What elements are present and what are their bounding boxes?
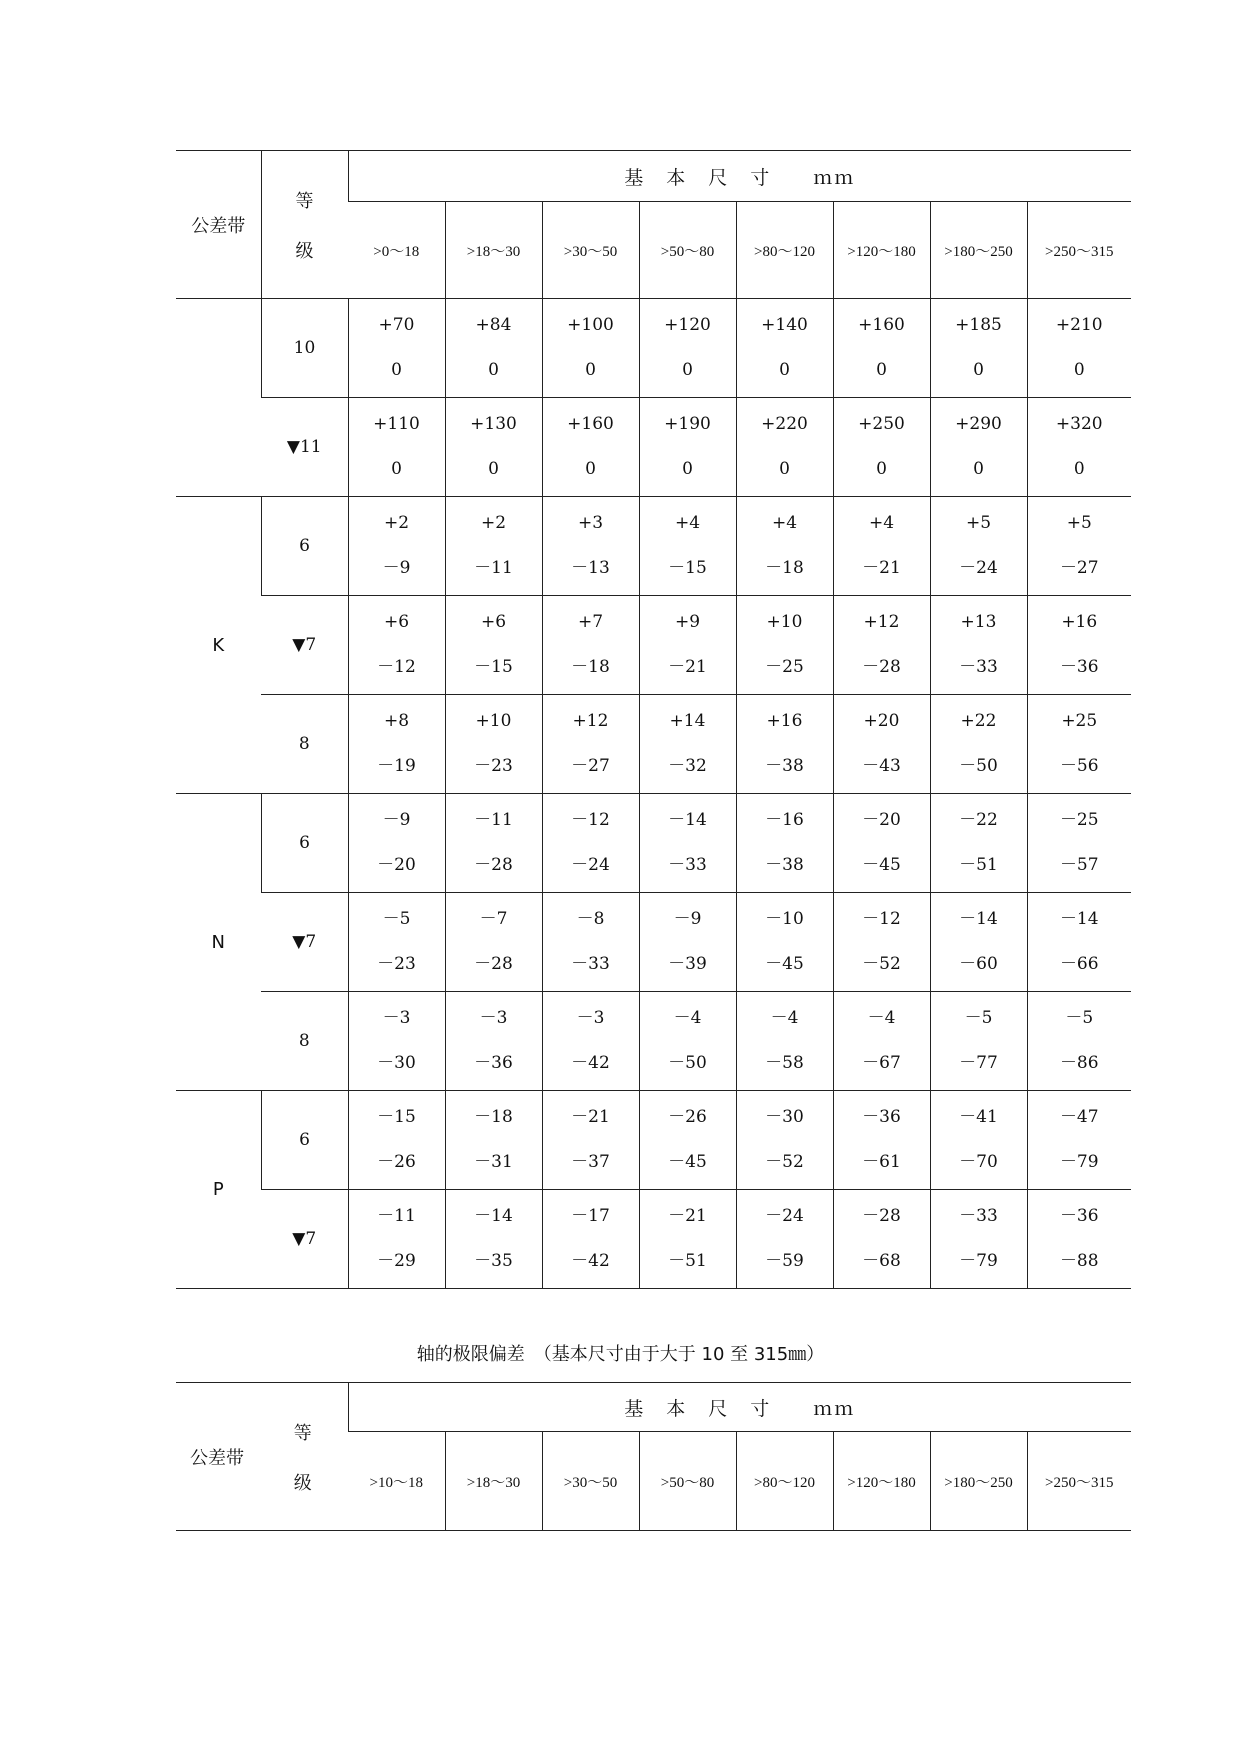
deviation-cell [736, 398, 833, 497]
upper-deviation: +5 [965, 513, 992, 533]
deviation-cell [445, 794, 542, 893]
lower-deviation: －45 [668, 1152, 707, 1172]
lower-deviation: 0 [779, 459, 790, 479]
deviation-cell [445, 992, 542, 1091]
lower-deviation: －18 [571, 657, 610, 677]
lower-deviation: －33 [668, 855, 707, 875]
size-range-header: >80～120 [736, 1432, 833, 1531]
lower-deviation: －42 [571, 1053, 610, 1073]
deviation-cell [833, 695, 930, 794]
upper-deviation: +4 [868, 513, 895, 533]
upper-deviation: －12 [862, 909, 901, 929]
lower-deviation: 0 [779, 360, 790, 380]
deviation-cell [348, 596, 445, 695]
size-range-header: >30～50 [542, 202, 639, 299]
deviation-cell [1027, 398, 1131, 497]
upper-deviation: －14 [474, 1206, 513, 1226]
upper-deviation: －9 [382, 810, 411, 830]
grade-cell: 6 [261, 1091, 348, 1190]
grade-cell: 6 [261, 794, 348, 893]
lower-deviation: －21 [668, 657, 707, 677]
lower-deviation: －68 [862, 1251, 901, 1271]
upper-deviation: +25 [1061, 711, 1098, 731]
deviation-cell [445, 1091, 542, 1190]
table-body [176, 151, 1131, 1289]
upper-deviation: －8 [576, 909, 605, 929]
size-range-header: >80～120 [736, 202, 833, 299]
table-row [176, 1190, 1131, 1289]
deviation-cell [736, 497, 833, 596]
lower-deviation: －56 [1059, 756, 1099, 776]
deviation-cell [833, 992, 930, 1091]
basic-size-header: 基 本 尺 寸 ｍｍ [348, 151, 1131, 202]
lower-deviation: －79 [1059, 1152, 1099, 1172]
size-range-header: >30～50 [542, 1432, 639, 1531]
upper-deviation: +120 [664, 315, 711, 335]
table-row [176, 992, 1131, 1091]
lower-deviation: －38 [765, 855, 804, 875]
upper-deviation: －18 [474, 1107, 513, 1127]
upper-deviation: －26 [668, 1107, 707, 1127]
lower-deviation: －12 [377, 657, 416, 677]
deviation-cell [348, 299, 445, 398]
deviation-cell [1027, 695, 1131, 794]
upper-deviation: －33 [959, 1206, 998, 1226]
upper-deviation: +70 [378, 315, 415, 335]
size-range-header: >10～18 [348, 1432, 445, 1531]
deviation-cell [930, 893, 1027, 992]
lower-deviation: 0 [682, 459, 693, 479]
upper-deviation: +22 [960, 711, 997, 731]
lower-deviation: －57 [1059, 855, 1099, 875]
deviation-cell [639, 1091, 736, 1190]
lower-deviation: －33 [571, 954, 610, 974]
deviation-cell [736, 1190, 833, 1289]
deviation-cell [445, 596, 542, 695]
grade-header-top: 等 [295, 190, 314, 212]
table-row [176, 299, 1131, 398]
table-row [176, 596, 1131, 695]
lower-deviation: －59 [765, 1251, 804, 1271]
upper-deviation: －36 [862, 1107, 901, 1127]
deviation-cell [542, 992, 639, 1091]
tolerance-band-cell: N [176, 794, 261, 1091]
upper-deviation: +320 [1055, 414, 1103, 434]
deviation-cell [639, 992, 736, 1091]
deviation-cell [639, 893, 736, 992]
deviation-cell [348, 794, 445, 893]
lower-deviation: －28 [474, 855, 513, 875]
deviation-cell [348, 1091, 445, 1190]
grade-cell: 10 [261, 299, 348, 398]
lower-deviation: －23 [474, 756, 513, 776]
upper-deviation: －25 [1059, 810, 1099, 830]
table-row [176, 398, 1131, 497]
upper-deviation: +7 [577, 612, 604, 632]
lower-deviation: －70 [959, 1152, 998, 1172]
basic-size-header: 基 本 尺 寸 ｍｍ [348, 1383, 1131, 1432]
deviation-cell [736, 893, 833, 992]
size-range-header: >250～315 [1027, 1432, 1131, 1531]
lower-deviation: －38 [765, 756, 804, 776]
lower-deviation: －61 [862, 1152, 901, 1172]
deviation-cell [639, 398, 736, 497]
lower-deviation: 0 [1073, 360, 1085, 380]
upper-deviation: －11 [474, 810, 513, 830]
upper-deviation: －3 [382, 1008, 411, 1028]
upper-deviation: －22 [959, 810, 998, 830]
lower-deviation: －19 [377, 756, 416, 776]
deviation-cell [833, 299, 930, 398]
hole-tolerance-table [176, 150, 1131, 1289]
deviation-cell [445, 695, 542, 794]
upper-deviation: +220 [761, 414, 808, 434]
lower-deviation: －42 [571, 1251, 610, 1271]
deviation-cell [736, 695, 833, 794]
header-row [176, 1383, 1131, 1432]
upper-deviation: +5 [1066, 513, 1092, 533]
size-range-header: >50～80 [639, 1432, 736, 1531]
deviation-cell [930, 1091, 1027, 1190]
deviation-cell [1027, 1091, 1131, 1190]
table-row [176, 1091, 1131, 1190]
lower-deviation: －13 [571, 558, 610, 578]
lower-deviation: 0 [876, 360, 887, 380]
upper-deviation: －14 [959, 909, 998, 929]
size-range-header: >180～250 [930, 1432, 1027, 1531]
lower-deviation: －67 [862, 1053, 901, 1073]
deviation-cell [930, 299, 1027, 398]
deviation-cell [542, 299, 639, 398]
lower-deviation: －33 [959, 657, 998, 677]
lower-deviation: －30 [377, 1053, 416, 1073]
upper-deviation: －3 [479, 1008, 508, 1028]
deviation-cell [348, 992, 445, 1091]
deviation-cell [542, 1091, 639, 1190]
lower-deviation: －58 [765, 1053, 804, 1073]
upper-deviation: +100 [567, 315, 614, 335]
grade-header-bottom: 级 [293, 1472, 312, 1494]
upper-deviation: －4 [673, 1008, 702, 1028]
deviation-cell [833, 497, 930, 596]
upper-deviation: +210 [1055, 315, 1103, 335]
deviation-cell [930, 398, 1027, 497]
tolerance-band-cell: P [176, 1091, 261, 1289]
upper-deviation: +140 [761, 315, 808, 335]
grade-header [258, 1383, 348, 1531]
deviation-cell [639, 1190, 736, 1289]
table-caption: 轴的极限偏差 （基本尺寸由于大于 10 至 315㎜） [416, 1344, 825, 1365]
upper-deviation: －4 [770, 1008, 799, 1028]
lower-deviation: 0 [682, 360, 693, 380]
grade-header-bottom: 级 [295, 240, 314, 262]
upper-deviation: +10 [475, 711, 512, 731]
lower-deviation: －66 [1059, 954, 1099, 974]
upper-deviation: －4 [867, 1008, 896, 1028]
lower-deviation: －11 [474, 558, 513, 578]
table-row [176, 794, 1131, 893]
upper-deviation: －20 [862, 810, 901, 830]
upper-deviation: －24 [765, 1206, 804, 1226]
deviation-cell [930, 596, 1027, 695]
grade-cell: ▼11 [261, 398, 348, 497]
upper-deviation: +185 [955, 315, 1002, 335]
deviation-cell [833, 1190, 930, 1289]
grade-cell: ▼7 [261, 893, 348, 992]
deviation-cell [1027, 992, 1131, 1091]
deviation-cell [930, 497, 1027, 596]
lower-deviation: 0 [973, 459, 984, 479]
upper-deviation: +10 [766, 612, 803, 632]
deviation-cell [348, 1190, 445, 1289]
deviation-cell [639, 596, 736, 695]
deviation-cell [348, 497, 445, 596]
lower-deviation: －77 [959, 1053, 998, 1073]
grade-header-top: 等 [293, 1422, 312, 1444]
lower-deviation: －35 [474, 1251, 513, 1271]
deviation-cell [1027, 299, 1131, 398]
upper-deviation: －3 [576, 1008, 605, 1028]
lower-deviation: －15 [474, 657, 513, 677]
grade-cell: 6 [261, 497, 348, 596]
deviation-cell [348, 695, 445, 794]
upper-deviation: －36 [1059, 1206, 1099, 1226]
tolerance-band-header: 公差带 [176, 151, 261, 299]
upper-deviation: －7 [479, 909, 508, 929]
deviation-cell [639, 794, 736, 893]
lower-deviation: 0 [488, 360, 499, 380]
upper-deviation: －30 [765, 1107, 804, 1127]
deviation-cell [736, 794, 833, 893]
lower-deviation: －45 [765, 954, 804, 974]
size-range-header: >18～30 [445, 1432, 542, 1531]
lower-deviation: －25 [765, 657, 804, 677]
upper-deviation: +16 [766, 711, 803, 731]
table-row [176, 893, 1131, 992]
size-range-header: >120～180 [833, 1432, 930, 1531]
upper-deviation: －16 [765, 810, 804, 830]
grade-cell: 8 [261, 695, 348, 794]
upper-deviation: +290 [955, 414, 1002, 434]
lower-deviation: 0 [585, 459, 596, 479]
lower-deviation: －9 [382, 558, 411, 578]
lower-deviation: －43 [862, 756, 901, 776]
lower-deviation: －24 [571, 855, 610, 875]
lower-deviation: －45 [862, 855, 901, 875]
upper-deviation: +160 [567, 414, 614, 434]
lower-deviation: －31 [474, 1152, 513, 1172]
upper-deviation: +4 [771, 513, 798, 533]
lower-deviation: －60 [959, 954, 998, 974]
size-range-header: >18～30 [445, 202, 542, 299]
deviation-cell [930, 695, 1027, 794]
size-range-header: >0～18 [348, 202, 445, 299]
lower-deviation: 0 [585, 360, 596, 380]
upper-deviation: －10 [765, 909, 804, 929]
grade-header [261, 151, 348, 299]
upper-deviation: +16 [1061, 612, 1098, 632]
lower-deviation: －39 [668, 954, 707, 974]
upper-deviation: +250 [858, 414, 905, 434]
lower-deviation: －50 [959, 756, 998, 776]
lower-deviation: －36 [474, 1053, 513, 1073]
tolerance-band-cell: K [176, 497, 261, 794]
deviation-cell [542, 497, 639, 596]
lower-deviation: －32 [668, 756, 707, 776]
deviation-cell [1027, 893, 1131, 992]
lower-deviation: －23 [377, 954, 416, 974]
deviation-cell [930, 1190, 1027, 1289]
lower-deviation: －29 [377, 1251, 416, 1271]
lower-deviation: －21 [862, 558, 901, 578]
size-range-header: >250～315 [1027, 202, 1131, 299]
deviation-cell [348, 893, 445, 992]
deviation-cell [930, 794, 1027, 893]
upper-deviation: －11 [377, 1206, 416, 1226]
lower-deviation: －15 [668, 558, 707, 578]
upper-deviation: +6 [383, 612, 410, 632]
deviation-cell [736, 299, 833, 398]
header-row [176, 151, 1131, 202]
lower-deviation: －26 [377, 1152, 416, 1172]
lower-deviation: －79 [959, 1251, 998, 1271]
deviation-cell [542, 1190, 639, 1289]
upper-deviation: －9 [673, 909, 702, 929]
lower-deviation: －28 [474, 954, 513, 974]
upper-deviation: +2 [480, 513, 507, 533]
deviation-cell [736, 992, 833, 1091]
lower-deviation: －52 [862, 954, 901, 974]
upper-deviation: +8 [383, 711, 410, 731]
upper-deviation: +160 [858, 315, 905, 335]
deviation-cell [1027, 596, 1131, 695]
deviation-cell [445, 497, 542, 596]
lower-deviation: －27 [571, 756, 610, 776]
upper-deviation: +12 [863, 612, 900, 632]
upper-deviation: －14 [1059, 909, 1099, 929]
upper-deviation: +3 [577, 513, 604, 533]
deviation-cell [639, 497, 736, 596]
lower-deviation: 0 [391, 360, 402, 380]
table-row [176, 695, 1131, 794]
lower-deviation: 0 [391, 459, 402, 479]
lower-deviation: 0 [973, 360, 984, 380]
deviation-cell [736, 596, 833, 695]
deviation-cell [1027, 794, 1131, 893]
lower-deviation: －51 [668, 1251, 707, 1271]
deviation-cell [542, 794, 639, 893]
upper-deviation: +9 [674, 612, 701, 632]
deviation-cell [833, 596, 930, 695]
upper-deviation: －12 [571, 810, 610, 830]
upper-deviation: +20 [863, 711, 900, 731]
deviation-cell [1027, 497, 1131, 596]
deviation-cell [1027, 1190, 1131, 1289]
deviation-cell [542, 596, 639, 695]
deviation-cell [542, 893, 639, 992]
lower-deviation: －86 [1059, 1053, 1099, 1073]
lower-deviation: －18 [765, 558, 804, 578]
upper-deviation: －21 [668, 1206, 707, 1226]
lower-deviation: －52 [765, 1152, 804, 1172]
shaft-tolerance-table [176, 1382, 1131, 1531]
upper-deviation: +190 [664, 414, 711, 434]
upper-deviation: －15 [377, 1107, 416, 1127]
lower-deviation: －51 [959, 855, 998, 875]
lower-deviation: －50 [668, 1053, 707, 1073]
lower-deviation: 0 [488, 459, 499, 479]
table-body [176, 1383, 1131, 1531]
upper-deviation: －47 [1059, 1107, 1099, 1127]
upper-deviation: +84 [475, 315, 512, 335]
tolerance-band-header: 公差带 [176, 1383, 258, 1531]
upper-deviation: －14 [668, 810, 707, 830]
grade-cell: ▼7 [261, 1190, 348, 1289]
deviation-cell [833, 1091, 930, 1190]
upper-deviation: －28 [862, 1206, 901, 1226]
upper-deviation: －5 [964, 1008, 993, 1028]
deviation-cell [930, 992, 1027, 1091]
lower-deviation: －88 [1059, 1251, 1099, 1271]
upper-deviation: +13 [960, 612, 997, 632]
deviation-cell [833, 893, 930, 992]
grade-cell: ▼7 [261, 596, 348, 695]
upper-deviation: +2 [383, 513, 410, 533]
size-range-header: >180～250 [930, 202, 1027, 299]
lower-deviation: －36 [1059, 657, 1099, 677]
upper-deviation: －5 [382, 909, 411, 929]
lower-deviation: －24 [959, 558, 998, 578]
upper-deviation: +110 [373, 414, 420, 434]
lower-deviation: 0 [876, 459, 887, 479]
deviation-cell [348, 398, 445, 497]
lower-deviation: －27 [1059, 558, 1099, 578]
deviation-cell [542, 398, 639, 497]
deviation-cell [639, 299, 736, 398]
size-range-header: >120～180 [833, 202, 930, 299]
grade-cell: 8 [261, 992, 348, 1091]
lower-deviation: －28 [862, 657, 901, 677]
upper-deviation: －41 [959, 1107, 998, 1127]
upper-deviation: +4 [674, 513, 701, 533]
upper-deviation: +14 [669, 711, 706, 731]
lower-deviation: －37 [571, 1152, 610, 1172]
deviation-cell [833, 398, 930, 497]
deviation-cell [736, 1091, 833, 1190]
tolerance-band-cell [176, 299, 261, 497]
upper-deviation: +6 [480, 612, 507, 632]
table-row [176, 497, 1131, 596]
deviation-cell [445, 893, 542, 992]
lower-deviation: －20 [377, 855, 416, 875]
upper-deviation: +130 [470, 414, 517, 434]
upper-deviation: －5 [1065, 1008, 1094, 1028]
upper-deviation: －21 [571, 1107, 610, 1127]
deviation-cell [542, 695, 639, 794]
deviation-cell [833, 794, 930, 893]
deviation-cell [445, 398, 542, 497]
deviation-cell [639, 695, 736, 794]
deviation-cell [445, 1190, 542, 1289]
deviation-cell [445, 299, 542, 398]
upper-deviation: +12 [572, 711, 609, 731]
lower-deviation: 0 [1073, 459, 1085, 479]
size-range-header: >50～80 [639, 202, 736, 299]
upper-deviation: －17 [571, 1206, 610, 1226]
